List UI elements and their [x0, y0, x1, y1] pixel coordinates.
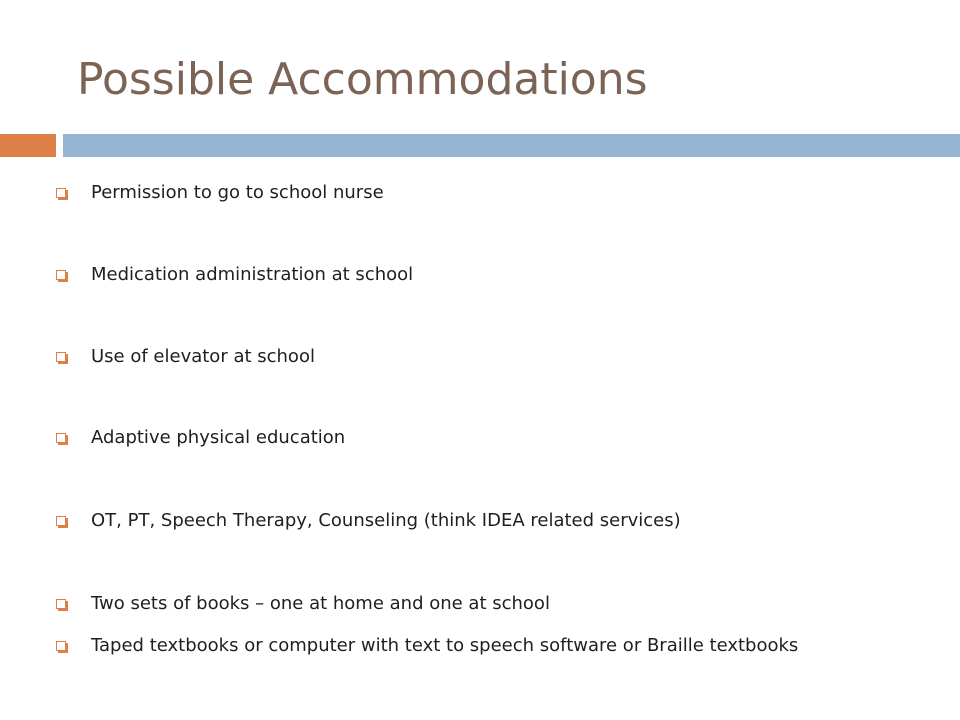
slide-title: Possible Accommodations — [77, 54, 648, 105]
bullet-text: Taped textbooks or computer with text to speech software or Braille textbooks — [91, 635, 799, 656]
bullet-text: Two sets of books – one at home and one at school — [91, 593, 550, 614]
square-bullet-icon — [56, 352, 66, 362]
bullet-text: Medication administration at school — [91, 264, 414, 285]
list-item — [56, 632, 916, 659]
bullet-text: Adaptive physical education — [91, 427, 346, 448]
list-item — [56, 590, 916, 617]
square-bullet-icon — [56, 188, 66, 198]
bullet-text: Permission to go to school nurse — [91, 182, 384, 203]
blue-accent-bar — [63, 134, 960, 157]
square-bullet-icon — [56, 599, 66, 609]
bullet-text: Use of elevator at school — [91, 346, 315, 367]
list-item — [56, 261, 916, 288]
bullet-text: OT, PT, Speech Therapy, Counseling (think IDEA related services) — [91, 510, 681, 531]
list-item — [56, 507, 916, 534]
list-item — [56, 343, 916, 370]
square-bullet-icon — [56, 433, 66, 443]
orange-accent-bar — [0, 134, 56, 157]
square-bullet-icon — [56, 516, 66, 526]
list-item — [56, 424, 916, 451]
list-item — [56, 179, 916, 206]
square-bullet-icon — [56, 270, 66, 280]
square-bullet-icon — [56, 641, 66, 651]
